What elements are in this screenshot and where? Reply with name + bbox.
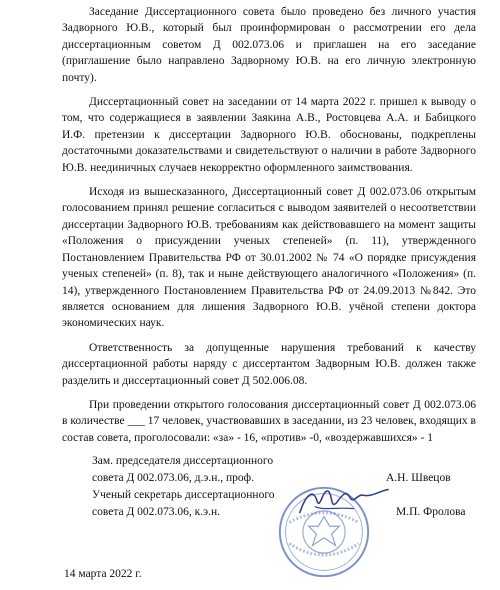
paragraph-meeting-without-applicant: Заседание Диссертационного совета было проведено без личного участия Задворного Ю.В., который был проинформирован о рассмотрении его дела диссертационным советом Д 002.073.06 и приглашен на его заседание (приглашение было направлено Задворному Ю.В. на его личную электронную почту).	[62, 6, 476, 84]
paragraph-voting: При проведении открытого голосования диссертационный совет Д 002.073.06 в количестве ___ 17 человек, участвовавших в заседании, из 23 человек, входящих в состав совета, проголосовали: «за» - 16, «против» -0, «воздержавшихся» - 1	[62, 398, 476, 444]
deputy-chair-name: А.Н. Швецов	[386, 472, 451, 485]
secretary-title-line2: совета Д 002.073.06, к.э.н.	[92, 506, 220, 519]
signature-block	[62, 453, 476, 526]
secretary-name: М.П. Фролова	[396, 506, 466, 519]
paragraph-council-conclusion: Диссертационный совет на заседании от 14 марта 2022 г. пришел к выводу о том, что содержащиеся в заявлении Заякина А.В., Ростовцева А.А. и Бабицкого И.Ф. претензии к диссертации Задворного Ю.В. обоснованы, подкреплены достаточными доказательствами и свидетельствуют о наличии в работе Задворного Ю.В. неединичных случаев некорректно оформленного заимствования.	[62, 96, 476, 174]
deputy-chair-title-line2: совета Д 002.073.06, д.э.н., проф.	[92, 472, 254, 485]
document-date: 14 марта 2022 г.	[64, 568, 142, 580]
paragraph-responsibility: Ответственность за допущенные нарушения требований к качеству диссертационной работы наряду с диссертантом Задворным Ю.В. должен также разделить и диссертационный совет Д 502.006.08.	[62, 341, 476, 387]
deputy-chair-title-line1: Зам. председателя диссертационного	[92, 455, 274, 468]
handwritten-signature	[296, 478, 392, 526]
secretary-title-line1: Ученый секретарь диссертационного	[92, 489, 275, 502]
paragraph-decision: Исходя из вышесказанного, Диссертационный совет Д 002.073.06 открытым голосованием принял решение согласиться с выводом заявителей о несоответствии диссертации Задворного Ю.В. требованиям как действовавшего на момент защиты «Положения о присуждении ученых степеней» (п. 11), утвержденного Постановлением Правительства РФ от 30.01.2002 № 74 «О порядке присуждения ученых степеней» (п. 8), так и ныне действующего аналогичного «Положения» (п. 14), утвержденного Постановлением Правительства РФ от 24.09.2013 №842. Это является основанием для лишения Задворного Ю.В. учёной степени доктора экономических наук.	[62, 186, 476, 330]
document-body	[62, 0, 476, 526]
